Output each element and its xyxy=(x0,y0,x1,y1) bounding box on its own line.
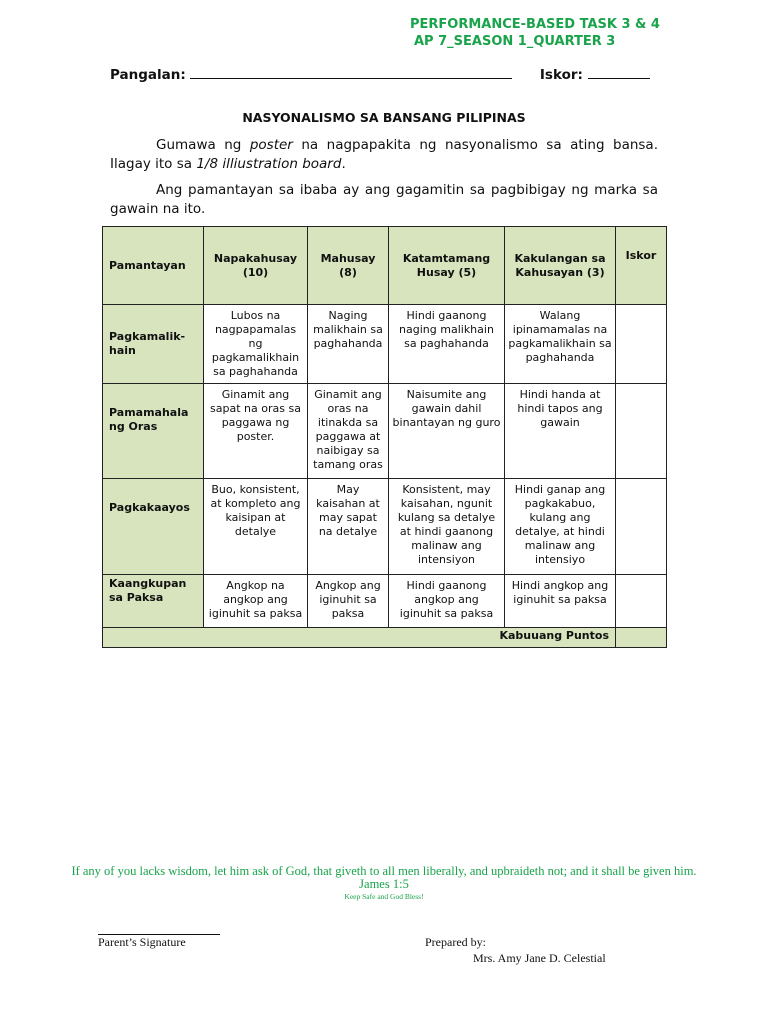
descriptor-cell: Angkop na angkop ang iginuhit sa paksa xyxy=(204,575,308,628)
descriptor-cell: Lubos na nagpapamalas ng pagkamalikhain sa paghahanda xyxy=(204,305,308,384)
total-score-cell[interactable] xyxy=(616,628,667,648)
header-level-3: Kakulangan sa Kahusayan (3) xyxy=(505,227,616,305)
page-title: NASYONALISMO SA BANSANG PILIPINAS xyxy=(242,110,526,125)
header-score: Iskor xyxy=(616,227,667,305)
table-row xyxy=(103,575,667,628)
verse-text: If any of you lacks wisdom, let him ask of God, that giveth to all men liberally, and upbraideth not; and it shall be given him. xyxy=(71,864,697,878)
total-row xyxy=(103,628,667,648)
table-row xyxy=(103,384,667,479)
table-row xyxy=(103,305,667,384)
instruction-emphasis: poster xyxy=(249,137,293,153)
task-header xyxy=(410,16,660,50)
descriptor-cell: Hindi handa at hindi tapos ang gawain xyxy=(505,384,616,479)
criterion-cell: Kaangkupan sa Paksa xyxy=(103,575,204,628)
score-cell[interactable] xyxy=(616,479,667,575)
instruction-text: . xyxy=(341,155,346,172)
task-header-line2: AP 7_SEASON 1_QUARTER 3 xyxy=(414,34,616,49)
criterion-cell: Pagkamalik-hain xyxy=(103,305,204,384)
task-header-line1: PERFORMANCE-BASED TASK 3 & 4 xyxy=(410,17,660,32)
descriptor-cell: Naging malikhain sa paghahanda xyxy=(308,305,389,384)
name-blank[interactable] xyxy=(190,66,512,79)
descriptor-cell: Buo, konsistent, at kompleto ang kaisipan at detalye xyxy=(204,479,308,575)
instruction-paragraph-2: Ang pamantayan sa ibaba ay ang gagamitin sa pagbibigay ng marka sa gawain na ito. xyxy=(110,182,658,217)
header-level-5: Katamtamang Husay (5) xyxy=(389,227,505,305)
prepared-by xyxy=(425,934,606,966)
name-label: Pangalan: xyxy=(110,67,186,83)
blessing-text: Keep Safe and God Bless! xyxy=(344,892,424,901)
descriptor-cell: Walang ipinamamalas na pagkamalikhain sa paghahanda xyxy=(505,305,616,384)
score-cell[interactable] xyxy=(616,575,667,628)
descriptor-cell: Ginamit ang oras na itinakda sa paggawa at naibigay sa tamang oras xyxy=(308,384,389,479)
rubric-table xyxy=(102,226,667,648)
descriptor-cell: Hindi ganap ang pagkakabuo, kulang ang detalye, at hindi malinaw ang intensiyo xyxy=(505,479,616,575)
instruction-text: Gumawa ng xyxy=(156,137,250,153)
criterion-cell: Pamamahala ng Oras xyxy=(103,384,204,479)
prepared-by-label: Prepared by: xyxy=(425,935,486,949)
descriptor-cell: Angkop ang iginuhit sa paksa xyxy=(308,575,389,628)
score-cell[interactable] xyxy=(616,384,667,479)
name-score-row xyxy=(110,66,650,83)
descriptor-cell: Konsistent, may kaisahan, ngunit kulang sa detalye at hindi gaanong malinaw ang intensiyon xyxy=(389,479,505,575)
instruction-paragraph-1 xyxy=(110,136,658,173)
verse-reference: James 1:5 xyxy=(359,877,409,891)
signature-label: Parent’s Signature xyxy=(98,935,186,949)
header-criteria: Pamantayan xyxy=(103,227,204,305)
criterion-cell: Pagkakaayos xyxy=(103,479,204,575)
score-label: Iskor: xyxy=(539,67,583,83)
header-level-8: Mahusay (8) xyxy=(308,227,389,305)
descriptor-cell: Hindi gaanong angkop ang iginuhit sa paksa xyxy=(389,575,505,628)
instruction-text: na nagpapakita ng nasyonalismo sa ating bansa. Ilagay ito sa xyxy=(110,137,658,172)
table-row xyxy=(103,479,667,575)
descriptor-cell: Hindi gaanong naging malikhain sa paghahanda xyxy=(389,305,505,384)
score-cell[interactable] xyxy=(616,305,667,384)
descriptor-cell: Naisumite ang gawain dahil binantayan ng guro xyxy=(389,384,505,479)
descriptor-cell: Ginamit ang sapat na oras sa paggawa ng poster. xyxy=(204,384,308,479)
total-label: Kabuuang Puntos xyxy=(103,628,616,648)
descriptor-cell: Hindi angkop ang iginuhit sa paksa xyxy=(505,575,616,628)
instruction-emphasis: 1/8 illiustration board xyxy=(196,155,342,172)
score-blank[interactable] xyxy=(588,66,650,79)
parent-signature-line[interactable] xyxy=(98,934,220,950)
header-level-10: Napakahusay (10) xyxy=(204,227,308,305)
rubric-header-row xyxy=(103,227,667,305)
descriptor-cell: May kaisahan at may sapat na detalye xyxy=(308,479,389,575)
teacher-name: Mrs. Amy Jane D. Celestial xyxy=(473,951,606,965)
bible-verse xyxy=(0,865,768,903)
